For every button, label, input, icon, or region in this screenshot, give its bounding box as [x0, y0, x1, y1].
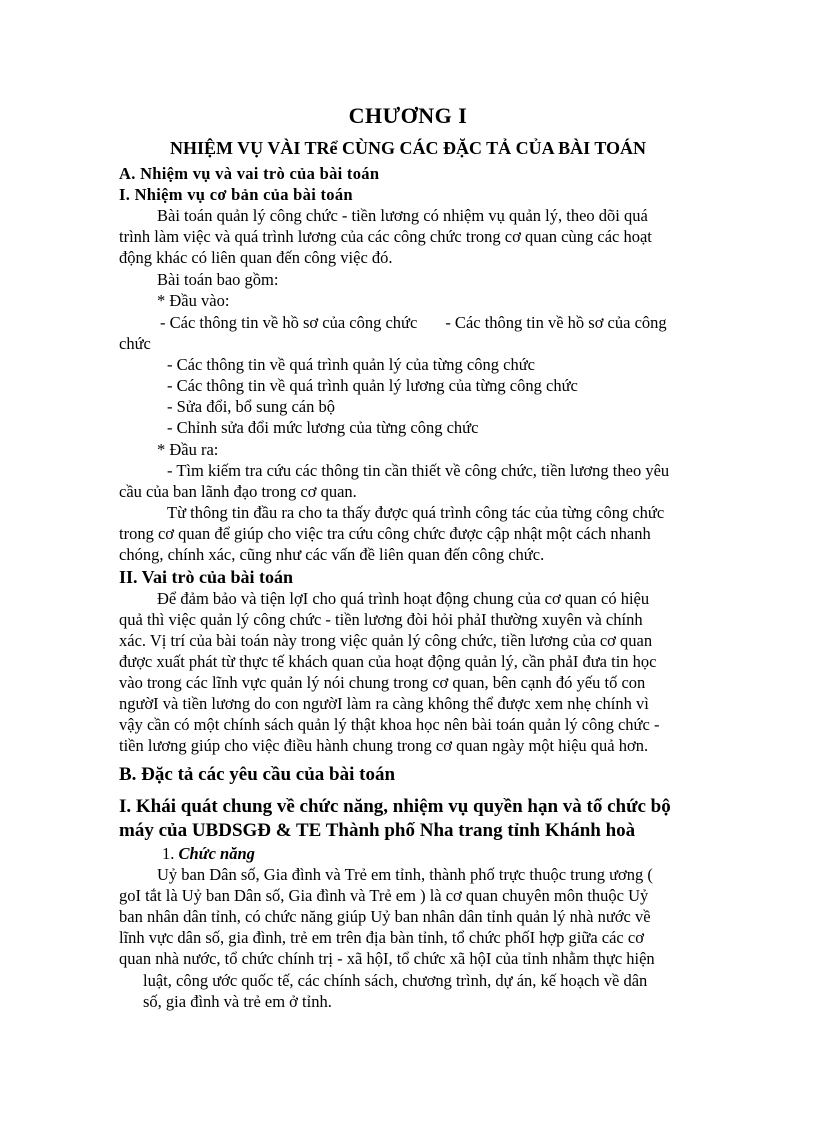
- function-heading: [162, 844, 255, 864]
- paragraph-line: Bài toán quản lý công chức - tiền lương có nhiệm vụ quản lý, theo dõi quá: [157, 206, 648, 225]
- input-item: - Các thông tin về quá trình quản lý lương của từng công chức: [167, 376, 578, 395]
- input-item: - Các thông tin về quá trình quản lý của từng công chức: [167, 355, 535, 374]
- input-item: - Sửa đổi, bổ sung cán bộ: [167, 397, 335, 416]
- paragraph-line: quả thì việc quản lý công chức - tiền lương đòi hỏi phảI thường xuyên và chính: [119, 610, 643, 629]
- inputs-label: * Đầu vào:: [157, 291, 230, 310]
- paragraph-line: vậy cần có một chính sách quản lý thật khoa học nên bài toán quản lý công chức -: [119, 715, 660, 734]
- paragraph-line: luật, công ước quốc tế, các chính sách, chương trình, dự án, kế hoạch về dân: [143, 971, 648, 990]
- output-line: - Tìm kiếm tra cứu các thông tin cần thiết về công chức, tiền lương theo yêu: [167, 461, 670, 480]
- paragraph-line: goI tắt là Uỷ ban Dân số, Gia đình và Trẻ em ) là cơ quan chuyên môn thuộc Uỷ: [119, 886, 649, 905]
- paragraph-line: động khác có liên quan đến công việc đó.: [119, 248, 393, 267]
- output-line: cầu của ban lãnh đạo trong cơ quan.: [119, 482, 357, 501]
- input-item-text: - Các thông tin về hồ sơ của công chức: [160, 313, 418, 332]
- paragraph-line: lĩnh vực dân số, gia đình, trẻ em trên địa bàn tỉnh, tổ chức phốI hợp giữa các cơ: [119, 928, 644, 947]
- paragraph-line: chóng, chính xác, cũng như các vấn đề liên quan đến công chức.: [119, 545, 545, 564]
- paragraph-line: Từ thông tin đầu ra cho ta thấy được quá trình công tác của từng công chức: [167, 503, 665, 522]
- paragraph-line: Uỷ ban Dân số, Gia đình và Trẻ em tỉnh, thành phố trực thuộc trung ương (: [157, 865, 653, 884]
- paragraph-line: Để đảm bảo và tiện lợI cho quá trình hoạt động chung của cơ quan có hiệu: [157, 589, 650, 608]
- includes-label: Bài toán bao gồm:: [157, 270, 279, 289]
- section-a-sub2-heading: II. Vai trò của bài toán: [119, 567, 294, 587]
- paragraph-line: được xuất phát từ thực tế khách quan của hoạt động quản lý, cần phảI đưa tin học: [119, 652, 657, 671]
- paragraph-line: vào trong các lĩnh vực quản lý nói chung trong cơ quan, bên cạnh đó yếu tố con: [119, 673, 646, 692]
- input-line: chức: [119, 334, 151, 353]
- paragraph-line: ngườI và tiền lương do con ngườI làm ra càng không thể được xem nhẹ chính vì: [119, 694, 649, 713]
- paragraph-line: trong cơ quan để giúp cho việc tra cứu công chức được cập nhật một cách nhanh: [119, 524, 651, 543]
- paragraph-line: xác. Vị trí của bài toán này trong việc quản lý công chức, tiền lương của cơ quan: [119, 631, 653, 650]
- section-b-heading: B. Đặc tả các yêu cầu của bài toán: [119, 764, 396, 785]
- section-b-sub1-heading: máy của UBDSGĐ & TE Thành phố Nha trang tỉnh Khánh hoà: [119, 820, 636, 841]
- function-number: 1.: [162, 844, 175, 863]
- input-item-text: - Các thông tin về hồ sơ của công: [445, 313, 667, 332]
- section-a-heading: A. Nhiệm vụ và vai trò của bài toán: [119, 164, 380, 183]
- chapter-subtitle: NHIỆM VỤ VÀI TRể CÙNG CÁC ĐẶC TẢ CỦA BÀI TOÁN: [169, 138, 647, 158]
- input-line: [160, 313, 667, 333]
- paragraph-line: ban nhân dân tỉnh, có chức năng giúp Uỷ ban nhân dân tỉnh quản lý nhà nước về: [119, 907, 651, 926]
- outputs-label: * Đầu ra:: [157, 440, 219, 459]
- chapter-title: CHƯƠNG I: [348, 103, 468, 128]
- paragraph-line: số, gia đình và trẻ em ở tỉnh.: [143, 992, 332, 1011]
- section-b-sub1-heading: I. Khái quát chung về chức năng, nhiệm vụ quyền hạn và tổ chức bộ: [119, 796, 671, 817]
- paragraph-line: tiền lương giúp cho việc điều hành chung trong cơ quan ngày một hiệu quả hơn.: [119, 736, 649, 755]
- paragraph-line: trình làm việc và quá trình lương của các công chức trong cơ quan cùng các hoạt: [119, 227, 652, 246]
- section-a-sub1-heading: I. Nhiệm vụ cơ bản của bài toán: [119, 185, 353, 204]
- paragraph-line: quan nhà nước, tổ chức chính trị - xã hộI, tổ chức xã hộI của tỉnh nhằm thực hiện: [119, 949, 655, 968]
- function-label: Chức năng: [178, 844, 255, 863]
- input-item: - Chỉnh sửa đổi mức lương của từng công chức: [167, 418, 479, 437]
